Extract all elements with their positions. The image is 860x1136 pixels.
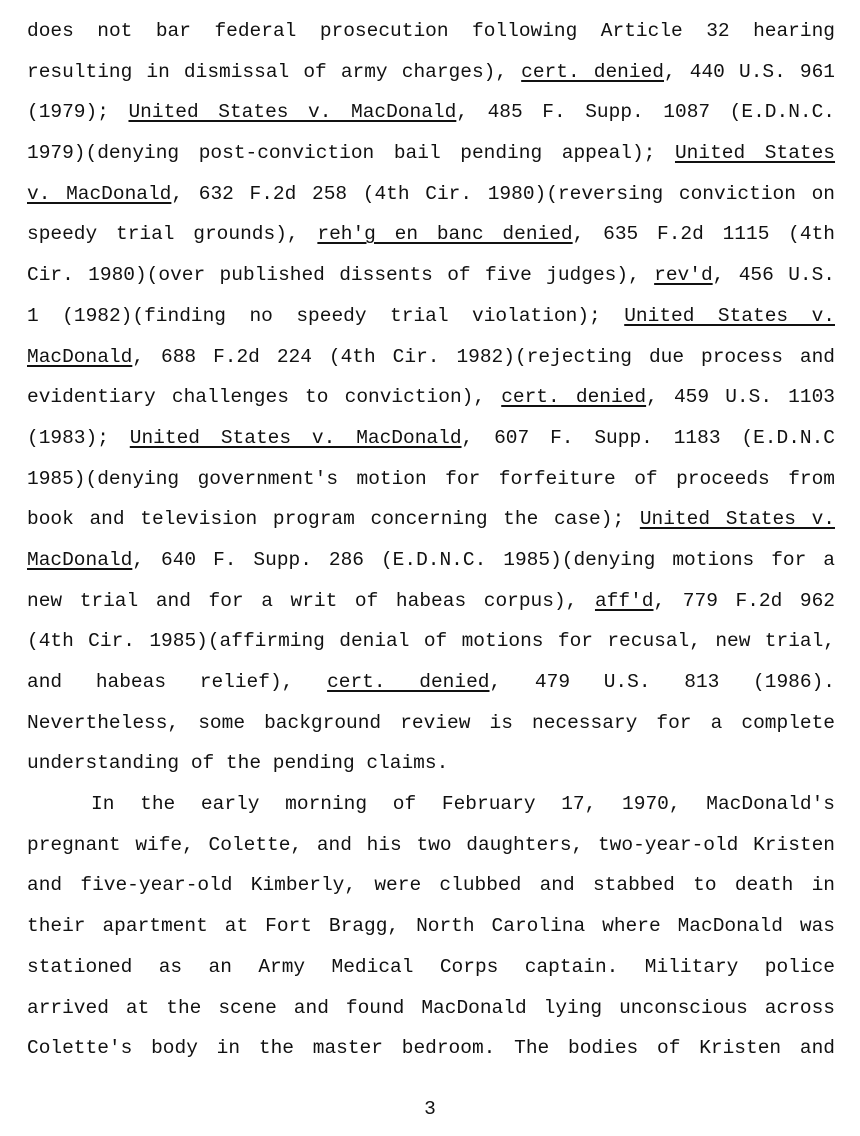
text-segment: and habeas relief), xyxy=(27,671,328,693)
text-line xyxy=(27,1028,835,1069)
text-segment: understanding of the pending claims. xyxy=(27,752,449,775)
text-segment: 1979)(denying post-conviction bail pending appeal); xyxy=(27,142,675,165)
text-line xyxy=(27,621,835,662)
text-segment: Cir. 1980)(over published dissents of five judges), xyxy=(27,264,655,287)
text-segment: , 440 U.S. 961 xyxy=(663,60,835,83)
citation-underlined: cert. denied xyxy=(501,386,647,409)
text-line xyxy=(27,418,835,459)
text-line xyxy=(27,52,835,93)
citation-underlined: cert. denied xyxy=(327,671,490,693)
citation-underlined: United States v. MacDonald xyxy=(129,426,462,449)
text-segment: 1985)(denying government's motion for forfeiture of proceeds from xyxy=(27,467,835,490)
text-line xyxy=(27,459,835,500)
text-line xyxy=(27,906,835,947)
text-segment: , 632 F.2d 258 (4th Cir. 1980)(reversing conviction on xyxy=(171,182,835,205)
citation-underlined: cert. denied xyxy=(521,60,664,83)
text-line xyxy=(27,581,835,622)
text-line xyxy=(27,825,835,866)
text-segment: , 456 U.S. xyxy=(712,264,835,287)
citation-underlined: reh'g en banc denied xyxy=(317,223,573,246)
citation-underlined: MacDonald xyxy=(27,548,133,571)
text-segment: , 779 F.2d 962 xyxy=(653,589,836,612)
text-line xyxy=(27,743,835,784)
text-line xyxy=(27,865,835,906)
text-segment: does not bar federal prosecution following Article 32 hearing xyxy=(27,20,835,42)
text-segment: , 485 F. Supp. 1087 (E.D.N.C. xyxy=(456,101,835,124)
citation-underlined: United States v. xyxy=(639,508,835,531)
text-segment: In the early morning of February 17, 1970, MacDonald's xyxy=(91,793,835,816)
text-segment: book and television program concerning the case); xyxy=(27,508,640,531)
text-line xyxy=(27,337,835,378)
text-line xyxy=(27,703,835,744)
text-line xyxy=(27,174,835,215)
text-line xyxy=(27,92,835,133)
text-line xyxy=(27,784,835,825)
text-segment: pregnant wife, Colette, and his two daughters, two-year-old Kristen xyxy=(27,833,835,856)
citation-underlined: MacDonald xyxy=(27,345,133,368)
text-segment: speedy trial grounds), xyxy=(27,223,318,246)
text-segment: (4th Cir. 1985)(affirming denial of motions for recusal, new trial, xyxy=(27,630,835,653)
text-segment: arrived at the scene and found MacDonald lying unconscious across xyxy=(27,996,835,1019)
text-segment: Nevertheless, some background review is necessary for a complete xyxy=(27,711,835,734)
text-segment: , 607 F. Supp. 1183 (E.D.N.C xyxy=(461,426,836,449)
text-segment: (1983); xyxy=(27,426,130,449)
text-line xyxy=(27,255,835,296)
citation-underlined: United States xyxy=(674,142,836,165)
text-segment: and five-year-old Kimberly, were clubbed and stabbed to death in xyxy=(27,874,835,897)
citation-underlined: United States v. MacDonald xyxy=(128,101,457,124)
text-segment: , 479 U.S. 813 (1986). xyxy=(489,671,835,693)
text-segment: (1979); xyxy=(27,101,129,124)
text-segment: 1 (1982)(finding no speedy trial violation); xyxy=(27,304,625,327)
text-segment: , 459 U.S. 1103 xyxy=(646,386,835,409)
text-line xyxy=(27,133,835,174)
text-segment: stationed as an Army Medical Corps captain. Military police xyxy=(27,955,835,978)
text-line xyxy=(27,11,835,52)
body-text xyxy=(27,11,835,1069)
text-segment: their apartment at Fort Bragg, North Carolina where MacDonald was xyxy=(27,915,835,938)
text-segment: Colette's body in the master bedroom. The bodies of Kristen and xyxy=(27,1037,835,1060)
text-segment: resulting in dismissal of army charges), xyxy=(27,60,522,83)
text-segment: , 635 F.2d 1115 (4th xyxy=(572,223,835,246)
citation-underlined: United States v. xyxy=(624,304,835,327)
text-line xyxy=(27,988,835,1029)
text-segment: , 640 F. Supp. 286 (E.D.N.C. 1985)(denying motions for a xyxy=(132,548,835,571)
text-segment: , 688 F.2d 224 (4th Cir. 1982)(rejecting due process and xyxy=(132,345,835,368)
text-line xyxy=(27,662,835,703)
page-number: 3 xyxy=(424,1098,436,1120)
text-line xyxy=(27,540,835,581)
text-line xyxy=(27,499,835,540)
text-line xyxy=(27,214,835,255)
text-segment: new trial and for a writ of habeas corpus), xyxy=(27,589,595,612)
text-line xyxy=(27,296,835,337)
text-line xyxy=(27,947,835,988)
citation-underlined: v. MacDonald xyxy=(27,182,172,205)
text-segment: evidentiary challenges to conviction), xyxy=(27,386,502,409)
citation-underlined: rev'd xyxy=(654,264,713,287)
citation-underlined: aff'd xyxy=(594,589,654,612)
text-line xyxy=(27,377,835,418)
